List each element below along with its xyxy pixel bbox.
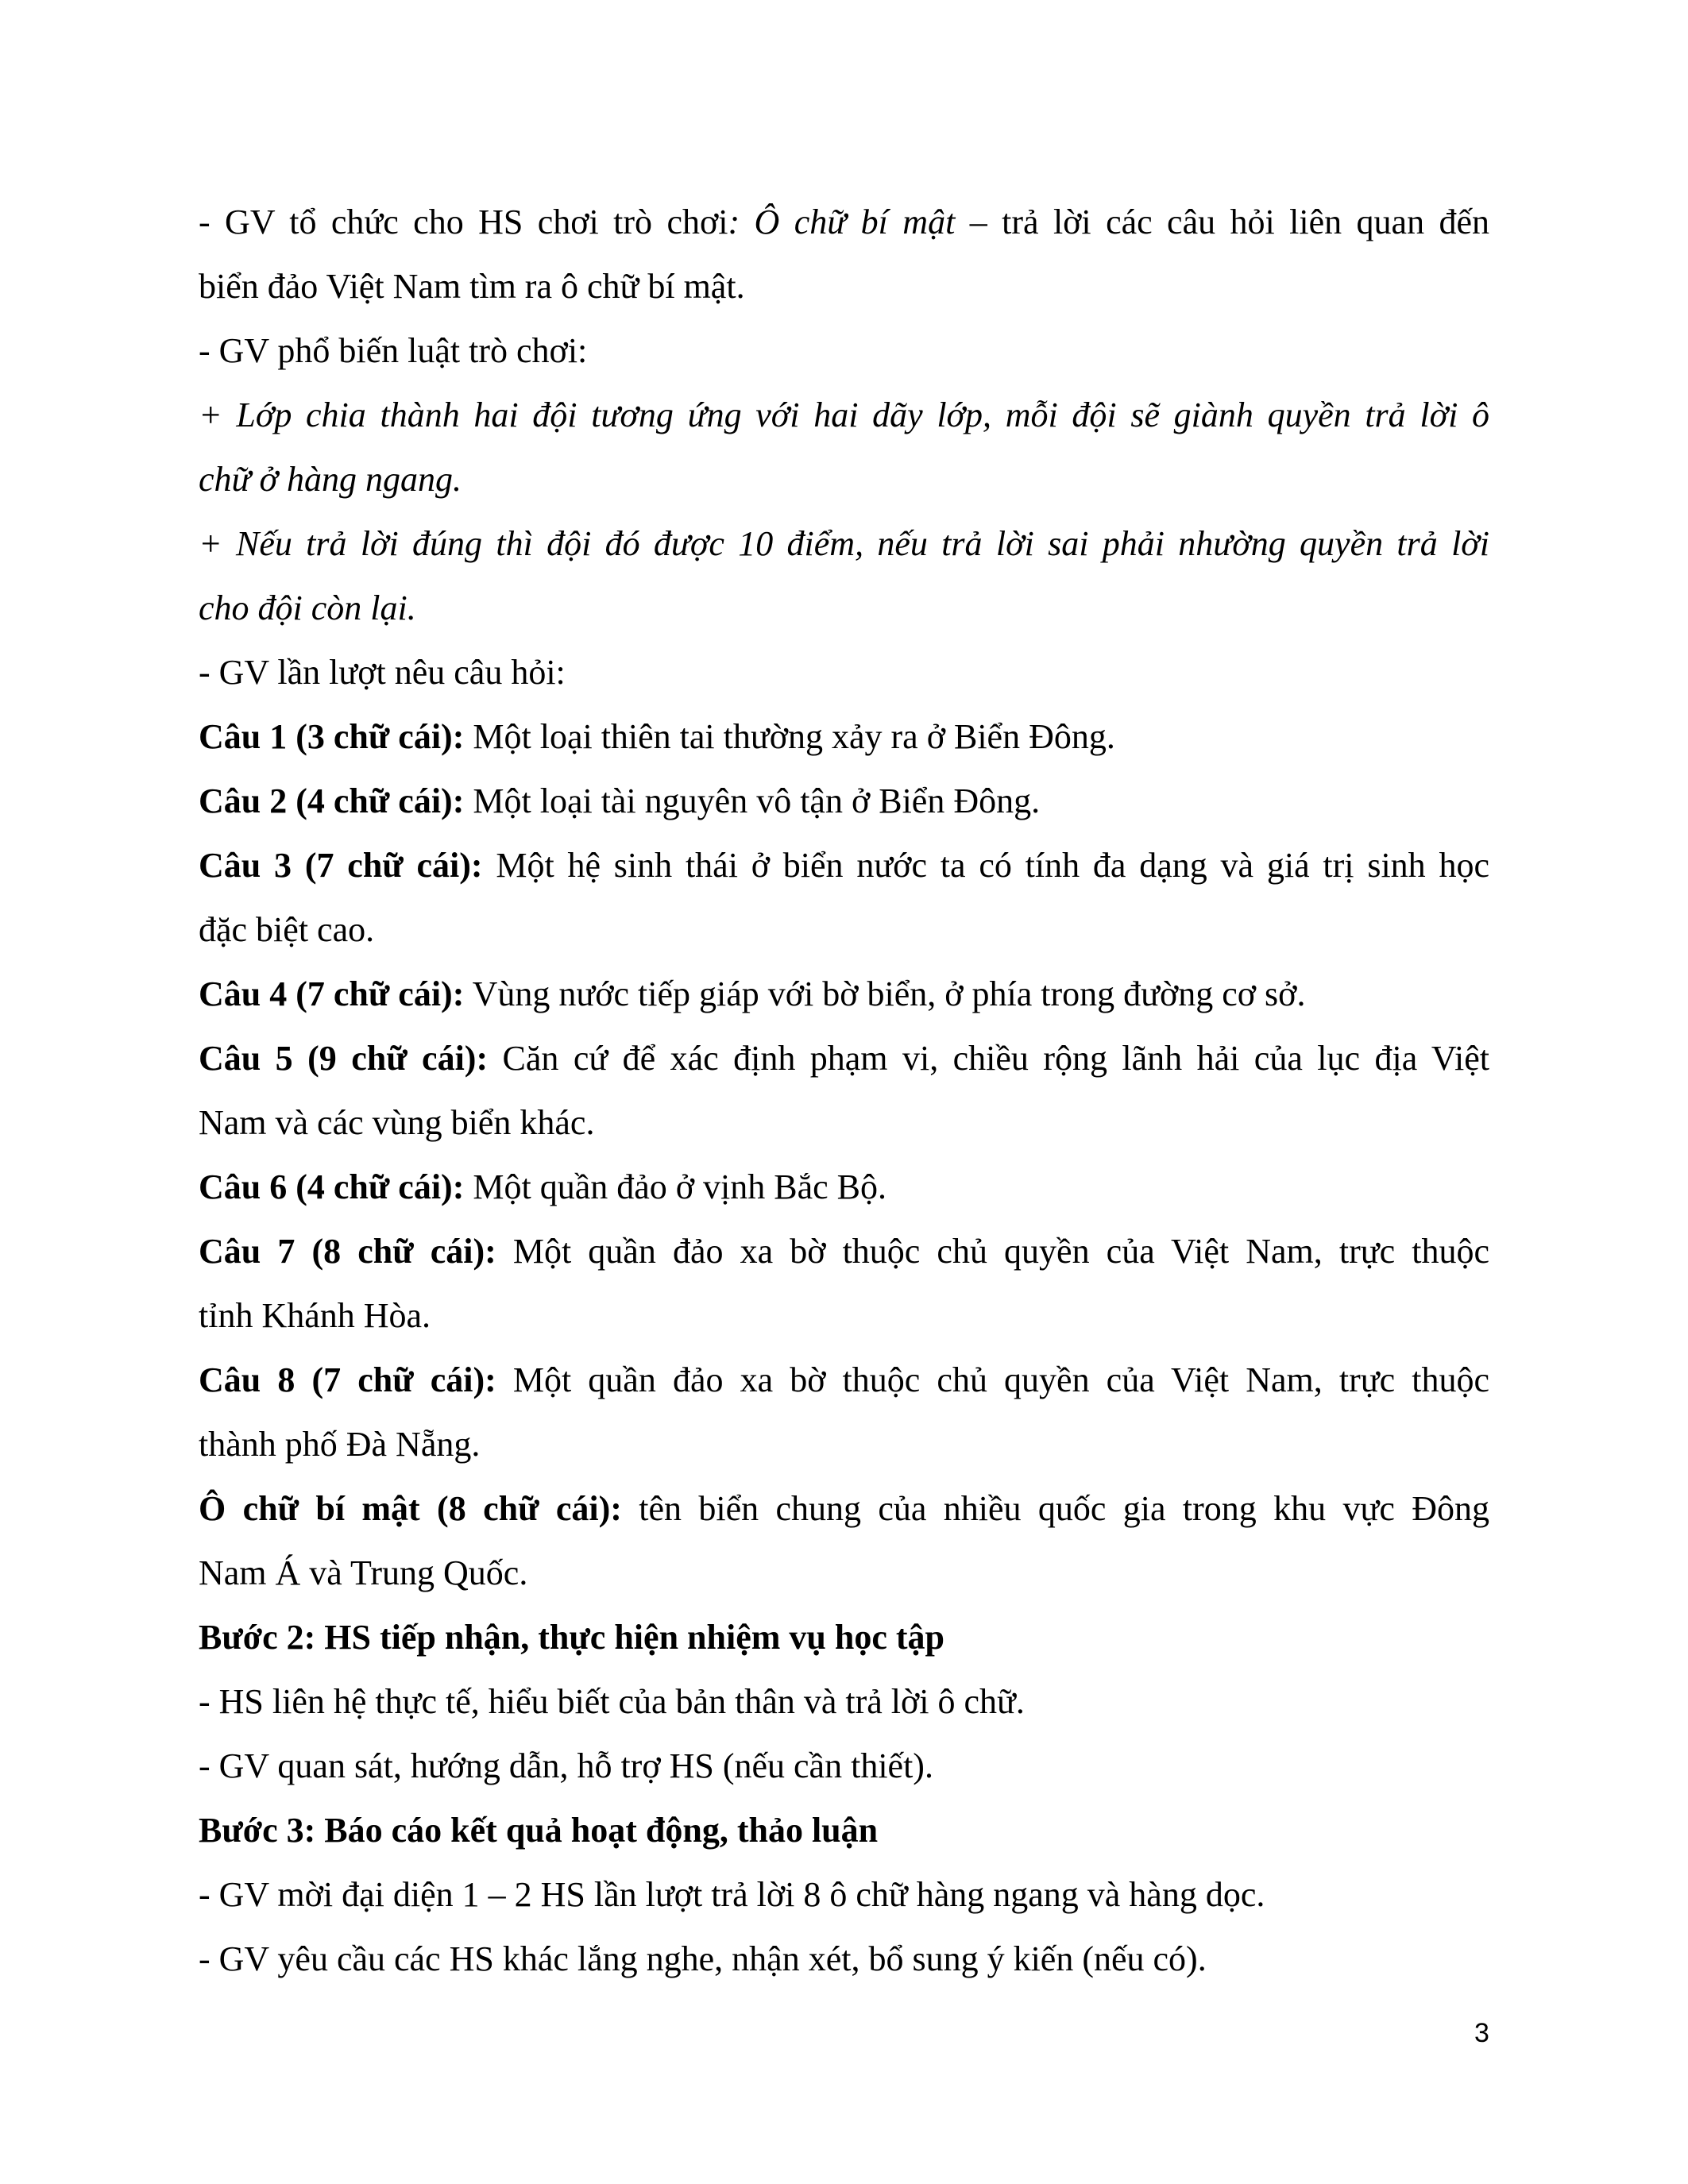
step-2-item-1: - HS liên hệ thực tế, hiểu biết của bản thân và trả lời ô chữ. <box>199 1682 1025 1721</box>
question-label: Câu 3 (7 chữ cái): <box>199 846 483 885</box>
question-label: Câu 8 (7 chữ cái): <box>199 1360 496 1399</box>
question-label: Câu 1 (3 chữ cái): <box>199 717 465 756</box>
question-8-cont: thành phố Đà Nẵng. <box>199 1425 481 1464</box>
intro-line-2: biển đảo Việt Nam tìm ra ô chữ bí mật. <box>199 267 745 306</box>
page-number: 3 <box>1474 2018 1489 2048</box>
question-label: Câu 4 (7 chữ cái): <box>199 974 465 1013</box>
question-text: Một quần đảo ở vịnh Bắc Bộ. <box>464 1167 887 1206</box>
question-text: Một loại thiên tai thường xảy ra ở Biển Đông. <box>464 717 1115 756</box>
question-3 <box>199 833 1489 897</box>
question-text: Một quần đảo xa bờ thuộc chủ quyền của Việt Nam, trực thuộc <box>496 1360 1489 1399</box>
rule-1-line-1: + Lớp chia thành hai đội tương ứng với hai dãy lớp, mỗi đội sẽ giành quyền trả lời ô <box>199 396 1489 434</box>
question-text: Vùng nước tiếp giáp với bờ biển, ở phía trong đường cơ sở. <box>464 974 1306 1013</box>
secret-word-cont: Nam Á và Trung Quốc. <box>199 1553 528 1592</box>
rule-1-line-2: chữ ở hàng ngang. <box>199 460 462 499</box>
question-5 <box>199 1026 1489 1090</box>
intro-line-1 <box>199 190 1489 254</box>
questions-intro: - GV lần lượt nêu câu hỏi: <box>199 653 566 692</box>
rule-2-line-1: + Nếu trả lời đúng thì đội đó được 10 điểm, nếu trả lời sai phải nhường quyền trả lời <box>199 524 1489 563</box>
question-text: Một quần đảo xa bờ thuộc chủ quyền của Việt Nam, trực thuộc <box>496 1232 1489 1271</box>
secret-label: Ô chữ bí mật (8 chữ cái): <box>199 1489 622 1528</box>
question-2 <box>199 769 1489 833</box>
question-7 <box>199 1219 1489 1283</box>
question-text: Một hệ sinh thái ở biển nước ta có tính đa dạng và giá trị sinh học <box>482 846 1489 885</box>
question-text: Căn cứ để xác định phạm vi, chiều rộng lãnh hải của lục địa Việt <box>488 1039 1489 1078</box>
intro-suffix: – trả lời các câu hỏi liên quan đến <box>955 203 1489 241</box>
intro-prefix: - GV tổ chức cho HS chơi trò chơi <box>199 203 728 241</box>
question-label: Câu 7 (8 chữ cái): <box>199 1232 496 1271</box>
game-name: : Ô chữ bí mật <box>728 203 956 241</box>
question-4 <box>199 962 1489 1026</box>
step-2-item-2: - GV quan sát, hướng dẫn, hỗ trợ HS (nếu cần thiết). <box>199 1746 933 1785</box>
rule-2-line-2: cho đội còn lại. <box>199 588 416 627</box>
question-1 <box>199 704 1489 769</box>
question-8 <box>199 1348 1489 1412</box>
step-3-item-1: - GV mời đại diện 1 – 2 HS lần lượt trả lời 8 ô chữ hàng ngang và hàng dọc. <box>199 1875 1265 1914</box>
rules-intro: - GV phổ biến luật trò chơi: <box>199 331 588 370</box>
step-3-item-2: - GV yêu cầu các HS khác lắng nghe, nhận xét, bổ sung ý kiến (nếu có). <box>199 1939 1207 1978</box>
step-2-heading: Bước 2: HS tiếp nhận, thực hiện nhiệm vụ học tập <box>199 1618 944 1657</box>
question-6 <box>199 1155 1489 1219</box>
question-5-cont: Nam và các vùng biển khác. <box>199 1103 595 1142</box>
question-7-cont: tỉnh Khánh Hòa. <box>199 1296 431 1335</box>
question-label: Câu 6 (4 chữ cái): <box>199 1167 465 1206</box>
question-label: Câu 2 (4 chữ cái): <box>199 781 465 820</box>
secret-word <box>199 1476 1489 1541</box>
step-3-heading: Bước 3: Báo cáo kết quả hoạt động, thảo luận <box>199 1811 879 1850</box>
question-label: Câu 5 (9 chữ cái): <box>199 1039 489 1078</box>
document-body <box>199 190 1489 1991</box>
question-3-cont: đặc biệt cao. <box>199 910 375 949</box>
secret-text: tên biển chung của nhiều quốc gia trong khu vực Đông <box>621 1489 1489 1528</box>
question-text: Một loại tài nguyên vô tận ở Biển Đông. <box>464 781 1041 820</box>
